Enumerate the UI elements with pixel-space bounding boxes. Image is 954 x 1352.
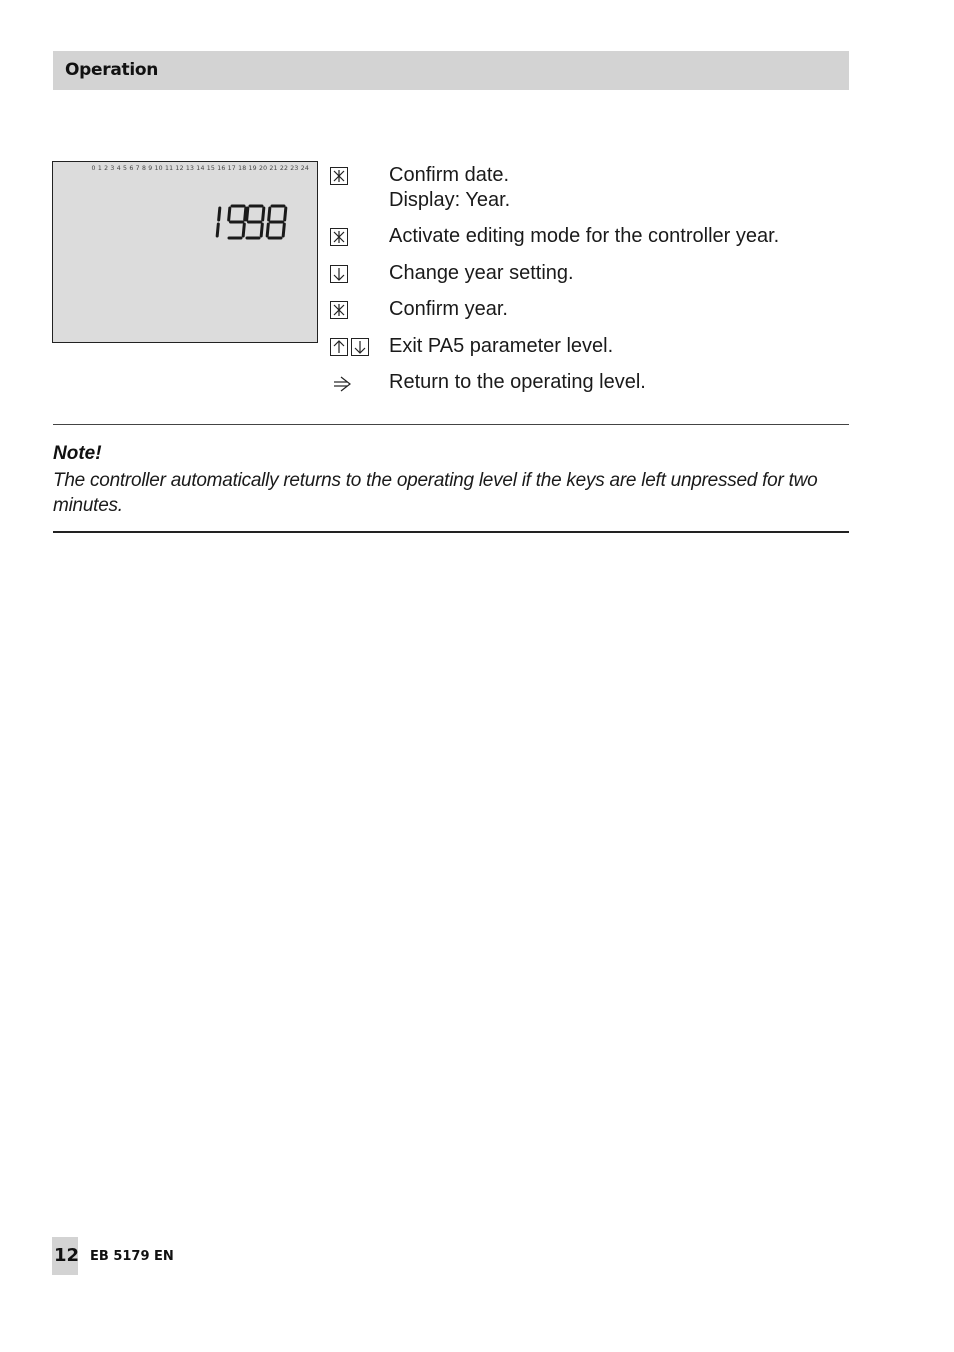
- step-icons: [330, 338, 369, 360]
- enter-key-icon: [330, 228, 348, 246]
- page-number-box: [52, 1237, 78, 1275]
- section-title: Operation: [65, 60, 159, 80]
- step-text: [389, 163, 510, 213]
- step-text: Exit PA5 parameter level.: [389, 335, 614, 357]
- step-text: Confirm year.: [389, 298, 508, 320]
- note-text: The controller automatically returns to the operating level if the keys are left unpressed for two minutes.: [53, 470, 818, 516]
- hour-scale: 0 1 2 3 4 5 6 7 8 9 10 11 12 13 14 15 16 17 18 19 20 21 22 23 24: [91, 165, 309, 172]
- step-text: Return to the operating level.: [389, 371, 646, 393]
- enter-key-icon: [330, 167, 348, 185]
- step-icons: [330, 265, 348, 287]
- year-readout: [53, 162, 317, 342]
- step-line: Confirm date.: [389, 164, 510, 186]
- document-id: EB 5179 EN: [90, 1249, 174, 1264]
- controller-display: [52, 161, 318, 343]
- display-digit: [267, 206, 286, 238]
- step-line: Display: Year.: [389, 189, 511, 211]
- note-title: Note!: [53, 443, 102, 464]
- display-digit: [217, 208, 220, 236]
- display-digit: [247, 206, 264, 238]
- divider: [53, 531, 849, 533]
- step-icons: [330, 301, 348, 323]
- section-header: [53, 51, 849, 90]
- divider: [53, 424, 849, 425]
- page-number: 12: [54, 1245, 80, 1266]
- step-icons: [330, 228, 348, 250]
- step-text: Activate editing mode for the controller year.: [389, 225, 780, 247]
- step-icons: [330, 167, 348, 189]
- display-digit: [229, 206, 246, 238]
- step-icons: [330, 374, 354, 396]
- enter-key-icon: [330, 301, 348, 319]
- down-arrow-key-icon: [351, 338, 369, 356]
- down-arrow-key-icon: [330, 265, 348, 283]
- step-text: Change year setting.: [389, 262, 574, 284]
- operating-level-arrow-icon: [330, 374, 354, 394]
- up-arrow-key-icon: [330, 338, 348, 356]
